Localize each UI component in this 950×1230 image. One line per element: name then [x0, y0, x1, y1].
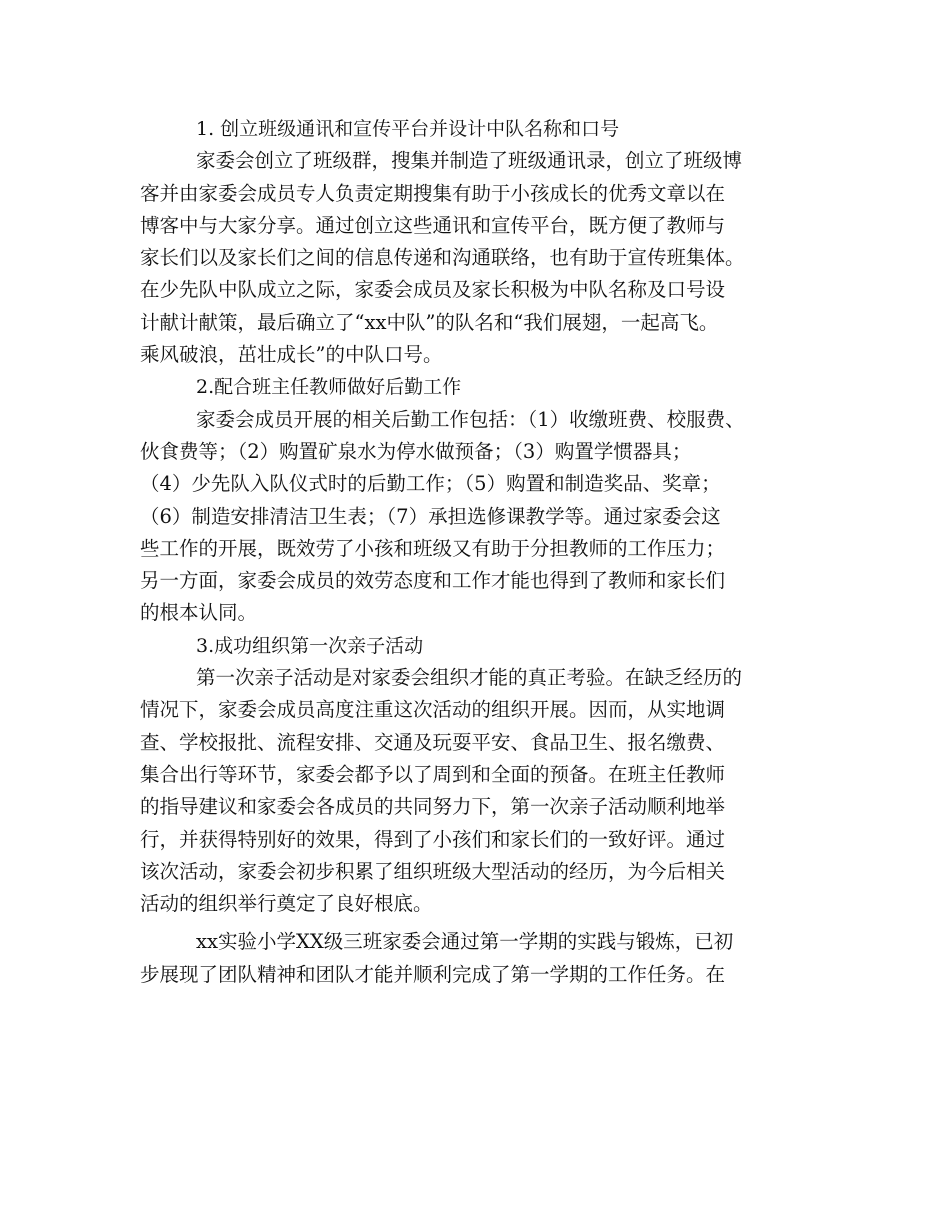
section-1-line-4: 家长们以及家长们之间的信息传递和沟通联络，也有助于宣传班集体。: [140, 246, 745, 270]
section-1-heading: 1. 创立班级通讯和宣传平台并设计中队名称和口号: [196, 118, 620, 140]
section-3-line-1: 第一次亲子活动是对家委会组织才能的真正考验。在缺乏经历的: [196, 666, 743, 690]
section-1-line-6: 计献计献策，最后确立了“xx中队”的队名和“我们展翅，一起高飞。: [140, 310, 719, 334]
section-3-heading: 3.成功组织第一次亲子活动: [196, 634, 424, 657]
section-2-line-1: 家委会成员开展的相关后勤工作包括：（1）收缴班费、校服费、: [196, 407, 745, 431]
section-2-line-7: 的根本认同。: [140, 601, 258, 625]
section-3-line-7: 该次活动，家委会初步积累了组织班级大型活动的经历，为今后相关: [140, 859, 726, 883]
section-1-line-1: 家委会创立了班级群，搜集并制造了班级通讯录，创立了班级博: [196, 149, 743, 173]
section-2-line-5: 些工作的开展，既效劳了小孩和班级又有助于分担教师的工作压力；: [140, 536, 726, 560]
section-1-line-2: 客并由家委会成员专人负责定期搜集有助于小孩成长的优秀文章以在: [140, 181, 726, 205]
section-2-line-3: （4）少先队入队仪式时的后勤工作；（5）购置和制造奖品、奖章；: [140, 472, 721, 496]
section-3-line-5: 的指导建议和家委会各成员的共同努力下，第一次亲子活动顺利地举: [140, 795, 726, 819]
section-1-line-5: 在少先队中队成立之际，家委会成员及家长积极为中队名称及口号设: [140, 278, 726, 302]
section-3-line-6: 行，并获得特别好的效果，得到了小孩们和家长们的一致好评。通过: [140, 827, 726, 851]
section-2-line-2: 伙食费等；（2）购置矿泉水为停水做预备；（3）购置学惯器具；: [140, 439, 692, 463]
section-3-line-8: 活动的组织举行奠定了良好根底。: [140, 892, 433, 916]
section-2-line-4: （6）制造安排清洁卫生表；（7）承担选修课教学等。通过家委会这: [140, 504, 721, 528]
document-body: [140, 113, 812, 991]
section-3-line-4: 集合出行等环节，家委会都予以了周到和全面的预备。在班主任教师: [140, 762, 726, 786]
closing-line-2: 步展现了团队精神和团队才能并顺利完成了第一学期的工作任务。在: [140, 962, 726, 986]
section-2-heading: 2.配合班主任教师做好后勤工作: [196, 376, 462, 399]
section-3-line-2: 情况下，家委会成员高度注重这次活动的组织开展。因而，从实地调: [140, 698, 726, 722]
section-3-line-3: 查、学校报批、流程安排、交通及玩耍平安、食品卫生、报名缴费、: [140, 730, 726, 754]
section-1-line-3: 博客中与大家分享。通过创立这些通讯和宣传平台，既方便了教师与: [140, 213, 726, 237]
section-2-line-6: 另一方面，家委会成员的效劳态度和工作才能也得到了教师和家长们: [140, 569, 726, 593]
closing-line-1: xx实验小学XX级三班家委会通过第一学期的实践与锻炼，已初: [196, 930, 734, 954]
section-1-line-7: 乘风破浪，茁壮成长”的中队口号。: [140, 343, 443, 367]
